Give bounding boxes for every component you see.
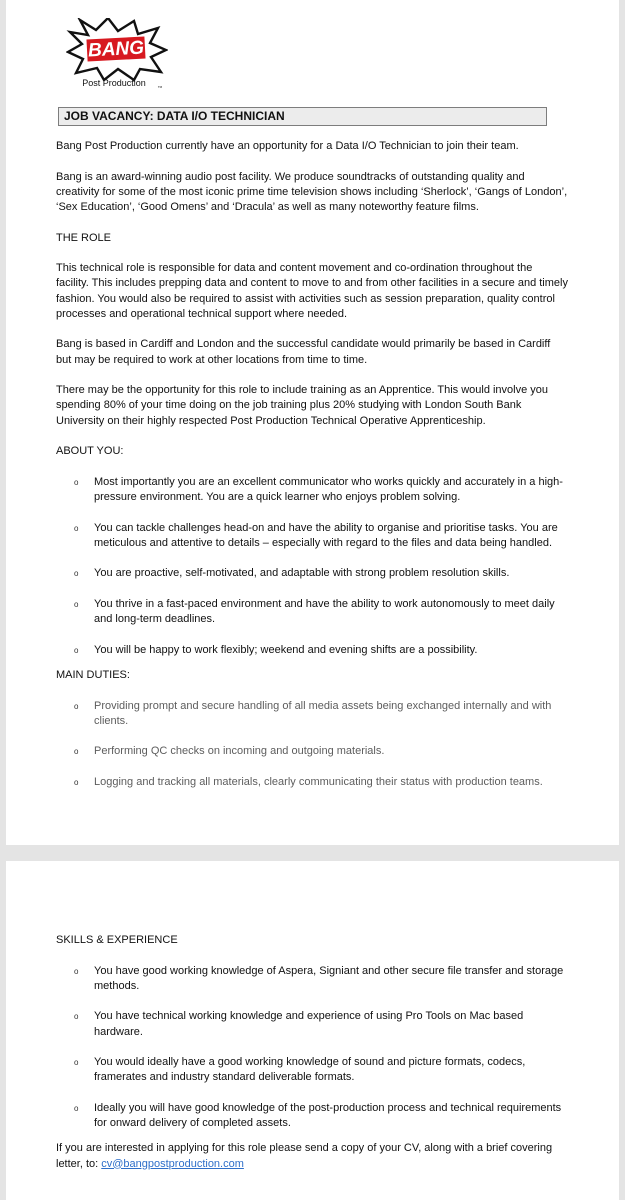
list-item: o Ideally you will have good knowledge of the post-production process and technical requirements for onward delivery of completed assets. [74,1101,562,1130]
document-body-continued [56,933,568,1172]
bullet-icon: o [74,1103,79,1113]
svg-text:TM: TM [157,85,163,89]
bullet-icon: o [74,1012,79,1022]
list-item: o Performing QC checks on incoming and outgoing materials. [56,744,568,759]
bullet-icon: o [74,569,79,579]
about-you-heading: ABOUT YOU: [56,445,124,458]
bullet-icon: o [74,645,79,655]
svg-text:BANG: BANG [87,37,145,62]
skills-list [56,964,568,1132]
list-item: o Logging and tracking all materials, clearly communicating their status with production teams. [56,775,568,790]
svg-text:Post Production: Post Production [82,78,146,88]
document-body [56,139,568,806]
bang-logo [66,18,168,90]
apply-paragraph: If you are interested in applying for this role please send a copy of your CV, along with a brief covering letter, to: cv@bangpostproduction.com [56,1142,553,1170]
main-duties-heading: MAIN DUTIES: [56,668,130,681]
list-item: o Most importantly you are an excellent communicator who works quickly and accurately in a high-pressure environment. You are a quick learner who enjoys problem solving. [74,475,563,503]
location-paragraph: Bang is based in Cardiff and London and the successful candidate would primarily be based in Cardiff but may be required to work at other locations from time to time. [56,338,551,366]
list-item: o Providing prompt and secure handling of all media assets being exchanged internally and with clients. [74,699,552,727]
document-page-2 [6,861,619,1200]
bullet-icon: o [74,777,79,787]
bullet-icon: o [74,747,79,757]
bullet-icon: o [74,701,79,711]
list-item: o You have technical working knowledge and experience of using Pro Tools on Mac based hardware. [74,1010,524,1038]
apprentice-paragraph: There may be the opportunity for this role to include training as an Apprentice. This would involve you spending 80% of your time doing on the job training plus 20% studying with London South Bank University on their highly respected Post Production Technical Operative Apprenticeship. [56,384,549,427]
bullet-icon: o [74,1058,79,1068]
list-item: o You are proactive, self-motivated, and adaptable with strong problem resolution skills. [56,566,568,581]
intro-paragraph: Bang Post Production currently have an opportunity for a Data I/O Technician to join their team. [56,140,519,152]
email-link[interactable]: cv@bangpostproduction.com [101,1157,244,1170]
main-duties-list [56,699,568,791]
list-item: o You thrive in a fast-paced environment and have the ability to work autonomously to meet daily and long-term deadlines. [74,597,555,626]
list-item: o You have good working knowledge of Aspera, Signiant and other secure file transfer and storage methods. [74,964,564,992]
company-paragraph: Bang is an award-winning audio post facility. We produce soundtracks of outstanding quality and creativity for some of the most iconic prime time television shows including ‘Sherlock’, ‘Gangs of London’, ‘Sex Education’, ‘Good Omens’ and ‘Dracula’ as well as many noteworthy feature films. [56,170,568,213]
list-item: o You would ideally have a good working knowledge of sound and picture formats, codecs, framerates and industry standard deliverable formats. [74,1056,526,1084]
document-page-1 [6,0,619,845]
bullet-icon: o [74,966,79,976]
bullet-icon: o [74,523,79,533]
list-item: o You will be happy to work flexibly; weekend and evening shifts are a possibility. [56,643,568,658]
bullet-icon: o [74,599,79,609]
job-title-bar: JOB VACANCY: DATA I/O TECHNICIAN [58,107,547,126]
skills-heading: SKILLS & EXPERIENCE [56,934,178,946]
about-you-list [56,475,568,658]
role-heading: THE ROLE [56,231,112,244]
bang-logo-icon [66,18,168,90]
list-item: o You can tackle challenges head-on and have the ability to organise and prioritise tasks. You are meticulous and attentive to details – especially with regard to the files and data being handled. [74,521,558,549]
bullet-icon: o [74,477,79,487]
role-paragraph: This technical role is responsible for data and content movement and co-ordination throughout the facility. This includes prepping data and content to move to and from other facilities in a secure and timely fashion. You would also be required to assist with activities such as session preparation, quality control processes and operational technical support where needed. [56,262,568,320]
